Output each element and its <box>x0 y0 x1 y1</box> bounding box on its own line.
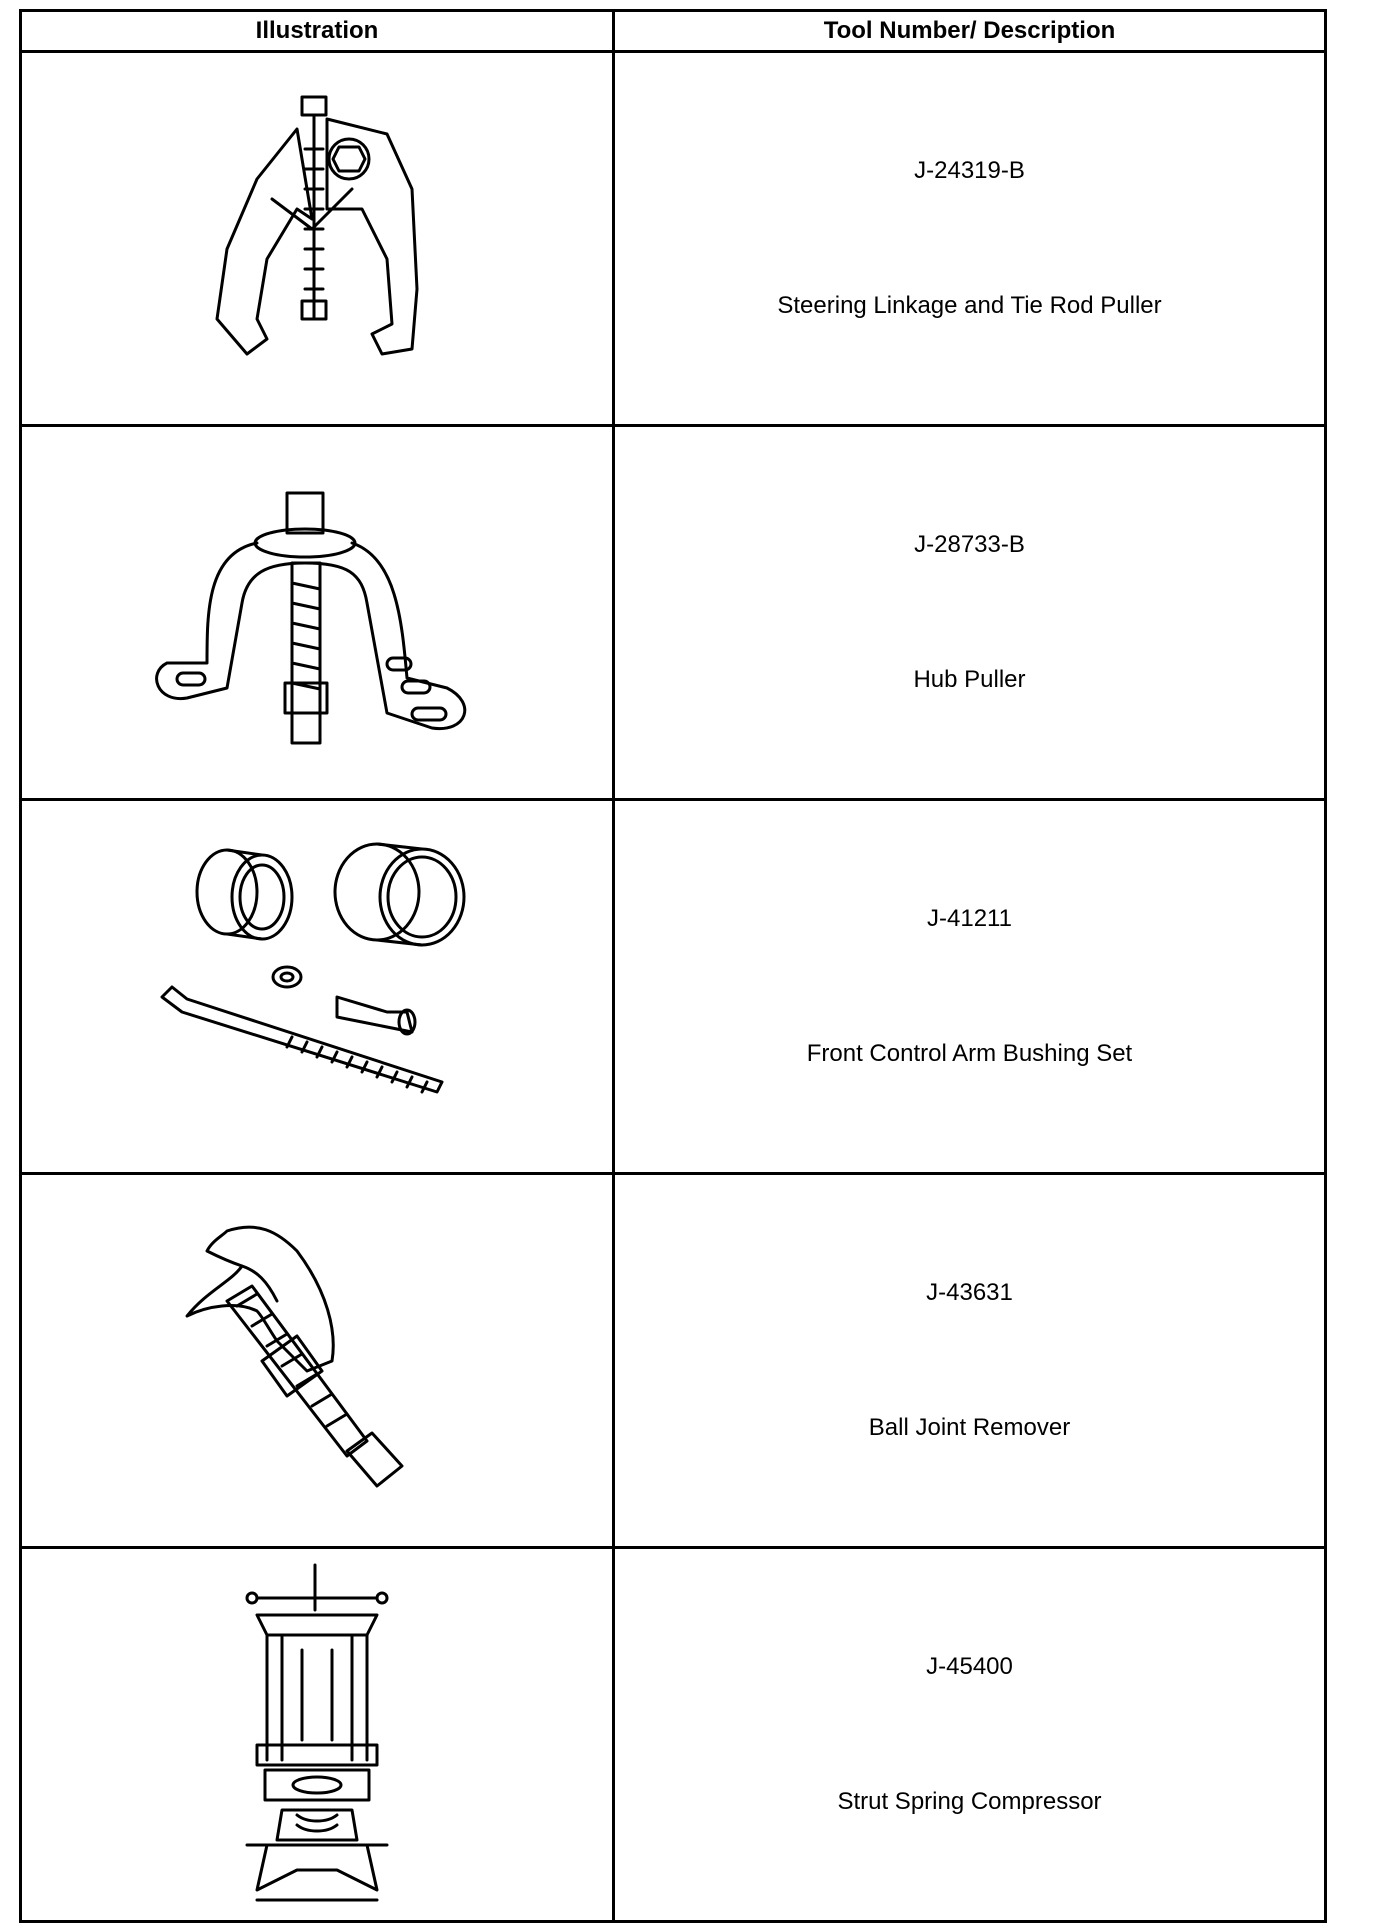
table-row <box>21 1548 1326 1922</box>
description-cell <box>614 1548 1326 1922</box>
description-cell <box>614 1174 1326 1548</box>
table-row <box>21 800 1326 1174</box>
tool-number: J-43631 <box>926 1279 1013 1306</box>
description-cell <box>614 52 1326 426</box>
ball-joint-remover-illustration <box>167 1211 467 1511</box>
tie-rod-puller-illustration <box>187 89 447 389</box>
table-row <box>21 52 1326 426</box>
strut-spring-compressor-illustration <box>237 1560 397 1910</box>
special-tools-table <box>19 9 1327 1923</box>
illustration-cell <box>21 426 614 800</box>
hub-puller-illustration <box>147 463 487 763</box>
tool-number: J-41211 <box>927 905 1012 932</box>
table-row <box>21 426 1326 800</box>
tool-description: Front Control Arm Bushing Set <box>806 1040 1133 1067</box>
illustration-cell <box>21 52 614 426</box>
tool-number: J-24319-B <box>914 157 1025 184</box>
tool-description: Hub Puller <box>913 666 1026 693</box>
illustration-cell <box>21 1174 614 1548</box>
tool-description: Strut Spring Compressor <box>837 1788 1102 1815</box>
illustration-cell <box>21 1548 614 1922</box>
header-illustration: Illustration <box>21 11 614 52</box>
illustration-cell <box>21 800 614 1174</box>
tool-number: J-28733-B <box>914 531 1025 558</box>
tool-description: Steering Linkage and Tie Rod Puller <box>777 292 1162 319</box>
tool-number: J-45400 <box>926 1653 1013 1680</box>
tool-description: Ball Joint Remover <box>868 1414 1071 1441</box>
bushing-set-illustration <box>147 837 487 1137</box>
table-row <box>21 1174 1326 1548</box>
header-row <box>21 11 1326 52</box>
header-tool-number-description: Tool Number/ Description <box>614 11 1326 52</box>
description-cell <box>614 800 1326 1174</box>
description-cell <box>614 426 1326 800</box>
